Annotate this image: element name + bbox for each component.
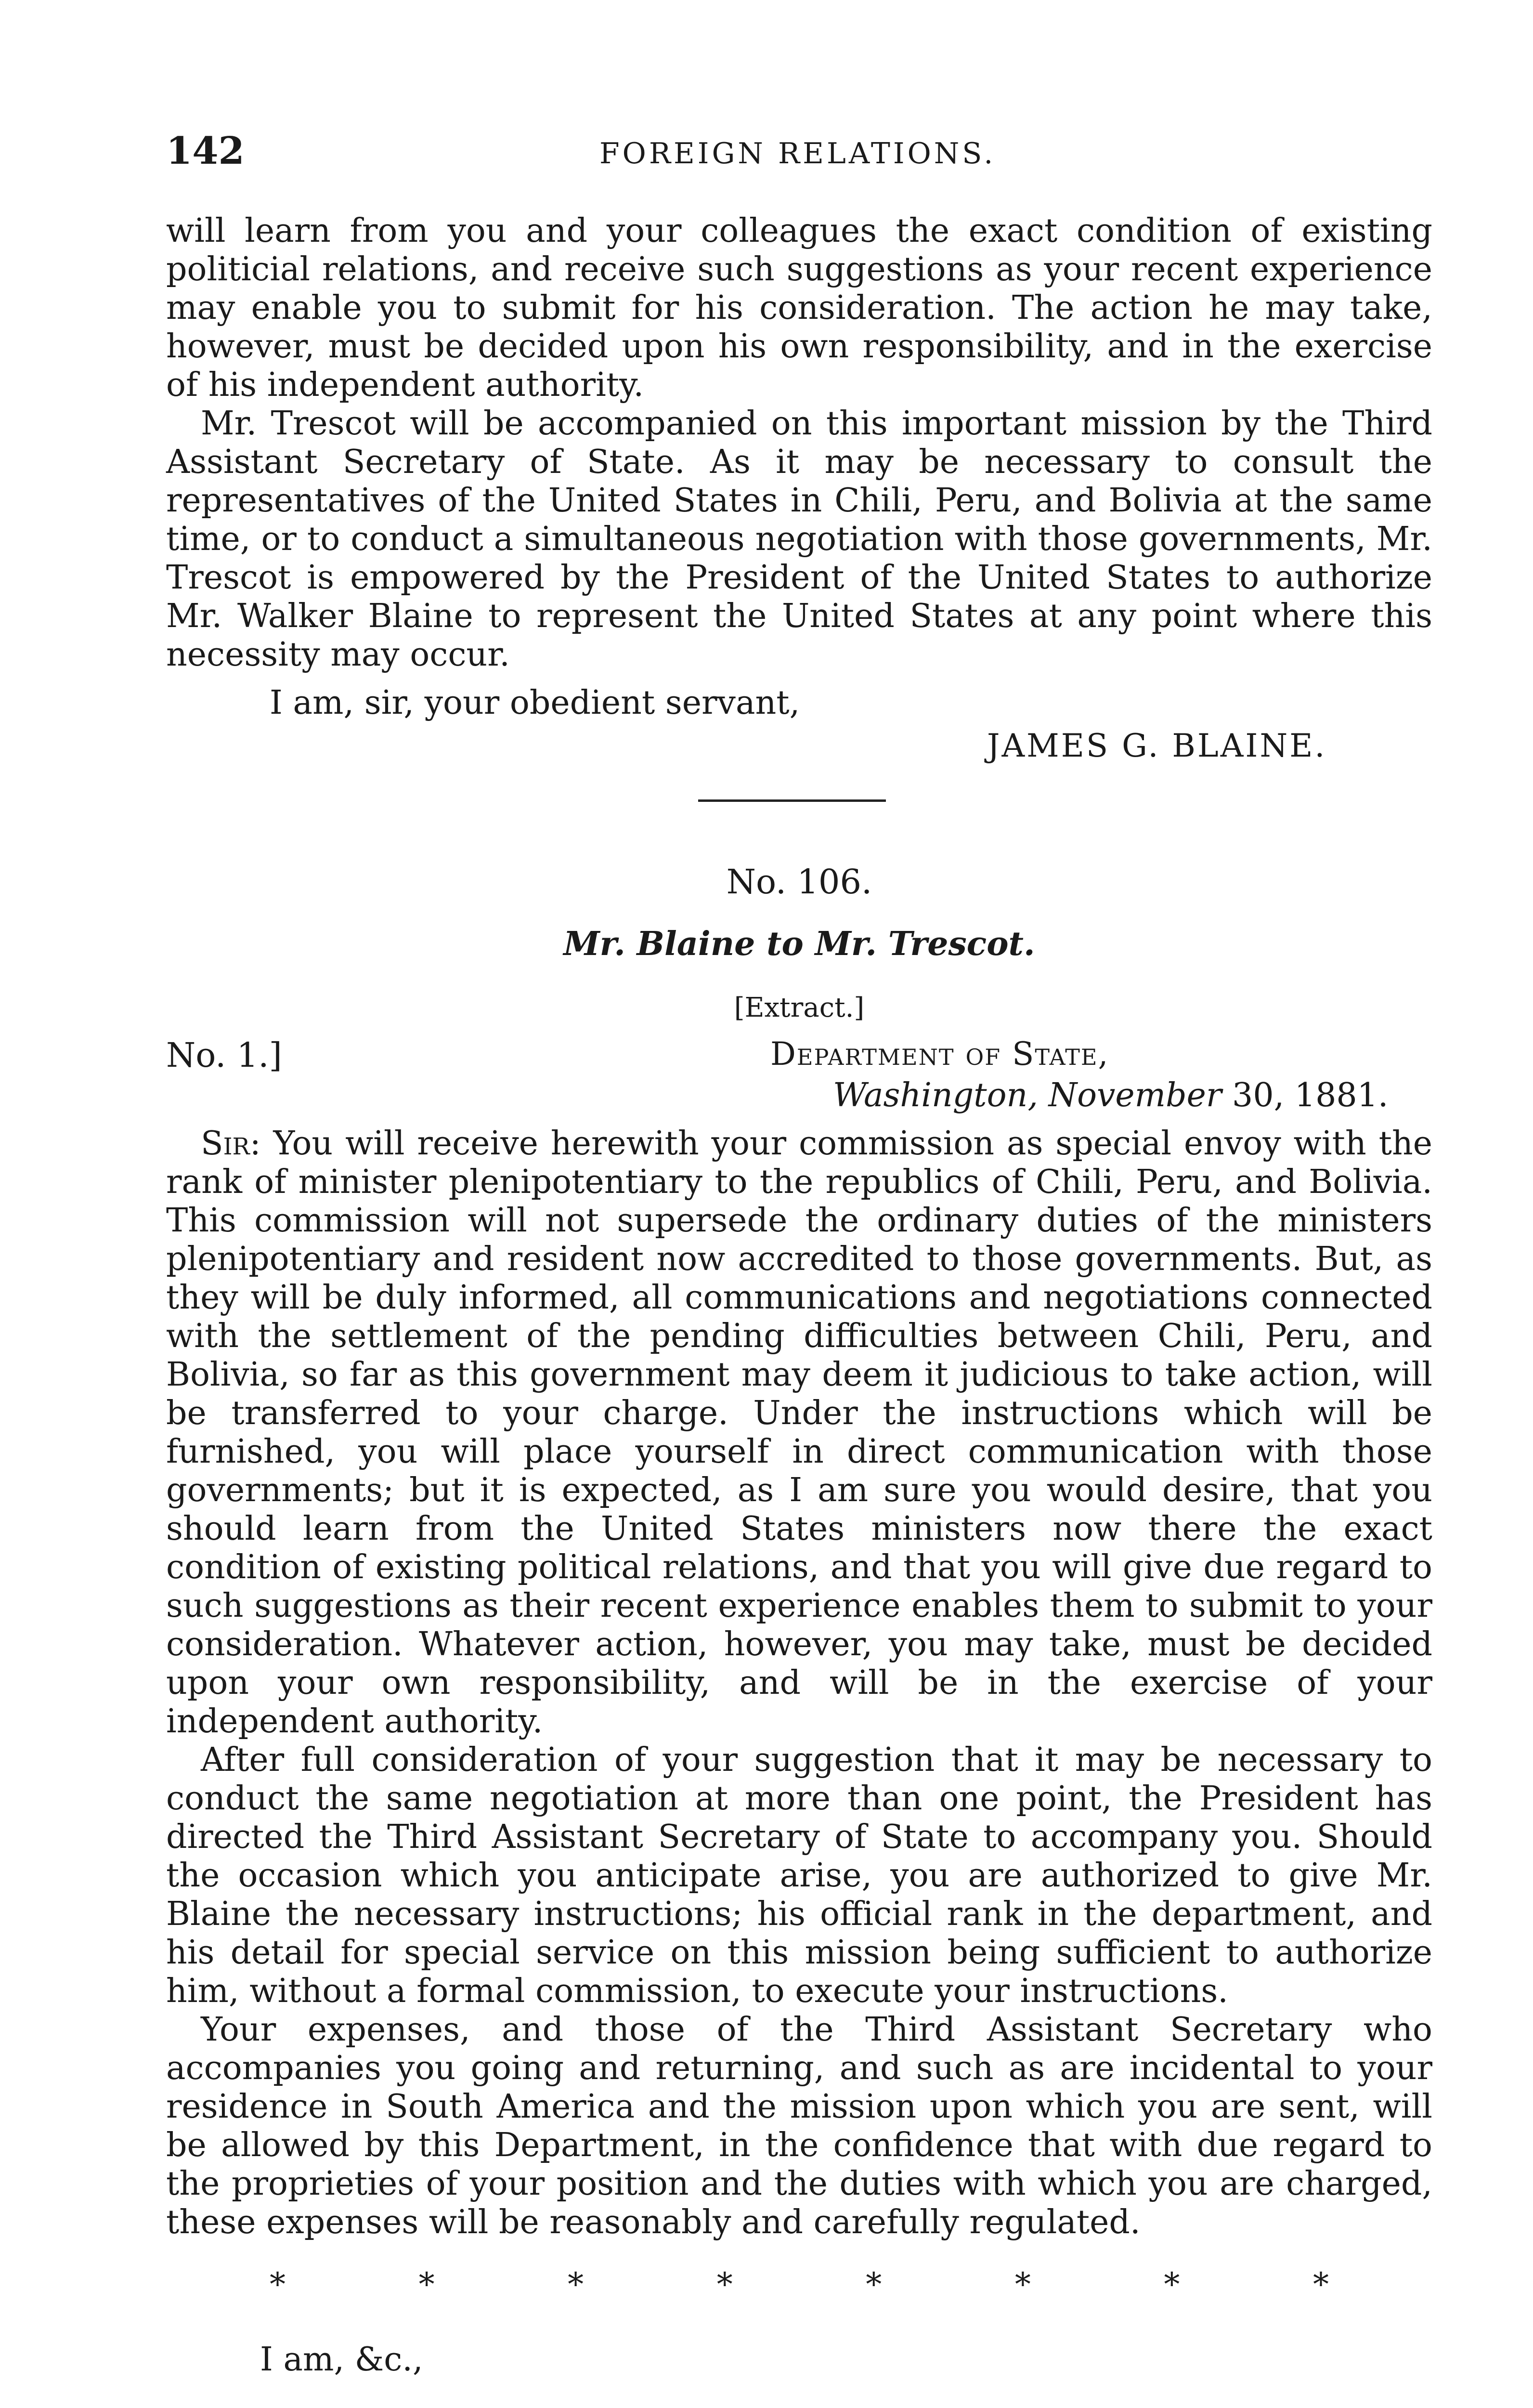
- signature: JAMES G. BLAINE.: [987, 727, 1327, 764]
- star: *: [1164, 2266, 1180, 2303]
- paragraph: [166, 1125, 1432, 1741]
- ellipsis-stars: [270, 2266, 1329, 2303]
- salutation: Sir: [201, 1125, 250, 1163]
- page-header: [166, 129, 1432, 182]
- dateline-place: Washington, November: [833, 1076, 1222, 1114]
- letter-continuation: [166, 212, 1432, 674]
- letter-closing: I am, &c.,: [260, 2341, 423, 2379]
- page-number: 142: [166, 129, 245, 173]
- star: *: [1014, 2266, 1031, 2303]
- letter-closing: I am, sir, your obedient servant,: [270, 684, 800, 722]
- dateline: [833, 1076, 1388, 1114]
- paragraph: Mr. Trescot will be accompanied on this important mission by the Third Assistant Secretary of State. As it may be necessary to consult the representatives of the United States in Chili, Peru, and Bolivia at the same time, or to conduct a simultaneous negotiation with those governments, Mr. Trescot is empowered by the President of the United States to authorize Mr. Walker Blaine to represent the United States at any point where this necessity may occur.: [166, 405, 1432, 674]
- paragraph: After full consideration of your suggestion that it may be necessary to conduct the same negotiation at more than one point, the President has directed the Third Assistant Secretary of State to accompany you. Should the occasion which you anticipate arise, you are authorized to give Mr. Blaine the necessary instructions; his official rank in the department, and his detail for special service on this mission being sufficient to authorize him, without a formal commission, to execute your instructions.: [166, 1741, 1432, 2010]
- star: *: [1312, 2266, 1329, 2303]
- paragraph: will learn from you and your colleagues the exact condition of existing politicial relations, and receive such suggestions as your recent experience may enable you to submit for his consideration. The action he may take, however, must be decided upon his own responsibility, and in the exercise of his independent authority.: [166, 212, 1432, 404]
- section-divider: [698, 799, 886, 802]
- dateline-date: 30, 1881.: [1221, 1076, 1389, 1114]
- reference-number: No. 1.]: [166, 1035, 282, 1075]
- star: *: [568, 2266, 584, 2303]
- extract-note: [Extract.]: [734, 992, 865, 1023]
- star: *: [270, 2266, 286, 2303]
- department-heading: Department of State,: [770, 1035, 1109, 1073]
- paragraph-text: : You will receive herewith your commission as special envoy with the rank of minister plenipotentiary to the republics of Chili, Peru, and Bolivia. This commission will not supersede the ordinary duties of the ministers plenipotentiary and resident now accredited to those governments. But, as they will be duly informed, all communications and negotiations connected with the settlement of the pending difficulties between Chili, Peru, and Bolivia, so far as this government may deem it judicious to take action, will be transferred to your charge. Under the instructions which will be furnished, you will place yourself in direct communication with those governments; but it is expected, as I am sure you would desire, that you should learn from the United States ministers now there the exact condition of existing political relations, and that you will give due regard to such suggestions as their recent experience enables them to submit to your consideration. Whatever action, however, you may take, must be decided upon your own responsibility, and will be in the exercise of your independent authority.: [166, 1125, 1432, 1741]
- star: *: [418, 2266, 435, 2303]
- paragraph: Your expenses, and those of the Third Assistant Secretary who accompanies you going and returning, and such as are incidental to your residence in South America and the mission upon which you are sent, will be allowed by this Department, in the confidence that with due regard to the proprieties of your position and the duties with which you are charged, these expenses will be reasonably and carefully regulated.: [166, 2011, 1432, 2241]
- letter-body: [166, 1125, 1432, 2242]
- document-title: Mr. Blaine to Mr. Trescot.: [563, 925, 1035, 963]
- document-number: No. 106.: [726, 862, 872, 902]
- star: *: [716, 2266, 733, 2303]
- star: *: [866, 2266, 882, 2303]
- running-head: FOREIGN RELATIONS.: [599, 137, 996, 170]
